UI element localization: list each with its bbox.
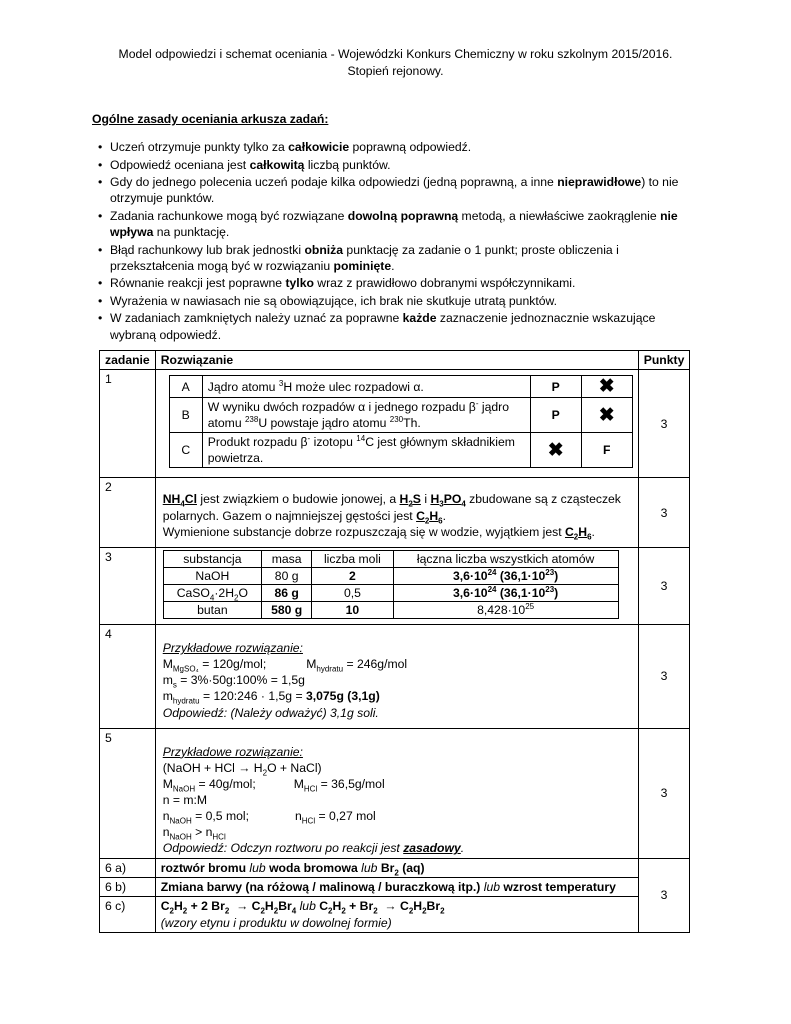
task-1-solution: [155, 370, 638, 478]
moles: $n_{NaOH} = 0,5$ mol; $n_{HCl} = 0,27$ mol: [162, 808, 376, 826]
header-line-1: Model odpowiedzi i schemat oceniania - Wojewódzki Konkurs Chemiczny w roku szkolnym 2015/2016.: [118, 47, 673, 61]
task-number: 6 b): [100, 878, 156, 897]
rule-4: • Zadania rachunkowe mogą być rozwiązane dowolną poprawną metodą, a niewłaściwe zaokrąglenie nie wpływa na punktację.: [98, 208, 698, 240]
task-5-row: [100, 728, 690, 859]
col-substance: substancja: [163, 550, 261, 567]
task-points: 3: [638, 478, 690, 547]
molar-masses: $M_{NaOH} = 40g/mol$; $M_{HCl} = 36,5g/mol$: [162, 776, 385, 794]
task-number: 6 c): [100, 897, 156, 932]
task-5-solution: [155, 728, 638, 859]
task-points: 3: [638, 728, 690, 859]
task-number: 2: [100, 478, 156, 547]
cell: 0,5: [312, 584, 393, 601]
substance-table: [163, 550, 619, 619]
rules-list: [98, 139, 698, 344]
cell: $CaSO_4\cdot 2H_2O$: [163, 584, 261, 601]
answer-table: [99, 350, 690, 933]
cell: NaOH: [163, 567, 261, 584]
task-6b-solution: Zmiana barwy (na różową / malinową / buraczkową itp.) lub wzrost temperatury: [155, 878, 638, 897]
tf-letter: C: [169, 433, 202, 468]
cell: butan: [163, 602, 261, 619]
page-header: [0, 46, 791, 80]
reaction-equation: (NaOH + HCl → $H_2O$ + NaCl): [162, 760, 322, 778]
substance-row-caso4: [163, 584, 618, 601]
tf-statement: Jądro atomu $^3$H może ulec rozpadowi α.: [202, 376, 530, 398]
task-6a-solution: roztwór bromu lub woda bromowa lub $Br_2$ (aq): [155, 859, 638, 878]
tf-statement: Produkt rozpadu β- izotopu $^{14}$C jest głównym składnikiem powietrza.: [202, 433, 530, 468]
task-number: 4: [100, 625, 156, 728]
rule-1: • Uczeń otrzymuje punkty tylko za całkowicie poprawną odpowiedź.: [98, 139, 698, 155]
cell: 10: [312, 602, 393, 619]
rule-3: • Gdy do jednego polecenia uczeń podaje kilka odpowiedzi (jedną poprawną, a inne nieprawidłowe) to nie otrzymuje punktów.: [98, 174, 698, 206]
cross-icon: ✖: [530, 433, 581, 468]
task-2-row: [100, 478, 690, 547]
task-number: 1: [100, 370, 156, 478]
tf-mark-f: F: [581, 433, 632, 468]
molar-masses: $M_{MgSO_4} = 120g/mol$; $M_{hydratu} = 246g/mol$: [162, 657, 408, 674]
task-3-row: [100, 547, 690, 624]
true-false-table: [169, 375, 633, 468]
hydrate-mass: $m_{hydratu}$ = 120:246 · 1,5g = 3,075g (3,1g): [162, 689, 380, 706]
task-4-row: [100, 625, 690, 728]
rule-5: • Błąd rachunkowy lub brak jednostki obniża punktację za zadanie o 1 punkt; proste obliczenia i przekształcenia mogą być w rozwiązaniu pominięte.: [98, 242, 698, 274]
formula: n = m:M: [162, 792, 208, 807]
comparison: $n_{NaOH} > n_{HCl}$: [162, 825, 226, 842]
task-number: 6 a): [100, 859, 156, 878]
cross-icon: ✖: [581, 376, 632, 398]
tf-statement: W wyniku dwóch rozpadów α i jednego rozpadu β- jądro atomu $^{238}$U powstaje jądro atomu $^{230}$Th.: [202, 398, 530, 433]
example-title: Przykładowe rozwiązanie:: [162, 641, 303, 656]
tf-row-a: [169, 376, 632, 398]
col-header-points: Punkty: [638, 351, 690, 370]
note: (wzory etynu i produktu w dowolnej formie): [160, 915, 392, 930]
cross-icon: ✖: [581, 398, 632, 433]
header-line-2: Stopień rejonowy.: [347, 64, 444, 79]
col-header-solution: Rozwiązanie: [155, 351, 638, 370]
tf-letter: B: [169, 398, 202, 433]
table-header-row: [100, 351, 690, 370]
col-moles: liczba moli: [312, 550, 393, 567]
task-1-row: [100, 370, 690, 478]
cell: 80 g: [261, 567, 311, 584]
task-6c-solution: $C_2H_2 + 2$ $Br_2 \to C_2H_2Br_4$ lub $C_2H_2 + Br_2 \to C_2H_2Br_2$ (wzory etynu i produktu w dowolnej formie): [155, 897, 638, 932]
task-points: 3: [638, 859, 690, 932]
example-title: Przykładowe rozwiązanie:: [162, 744, 303, 759]
cell: 86 g: [261, 584, 311, 601]
rule-6: • Równanie reakcji jest poprawne tylko wraz z prawidłowo dobranymi współczynnikami.: [98, 275, 698, 291]
task-6a-row: [100, 859, 690, 878]
task-points: 3: [638, 547, 690, 624]
task-number: 5: [100, 728, 156, 859]
substance-row-naoh: [163, 567, 618, 584]
tf-letter: A: [169, 376, 202, 398]
tf-row-c: [169, 433, 632, 468]
cell: 580 g: [261, 602, 311, 619]
cell: $8,428\cdot 10^{25}$: [393, 602, 618, 619]
col-header-task: zadanie: [100, 351, 156, 370]
answer: Odpowiedź: (Należy odważyć) 3,1g soli.: [162, 705, 379, 720]
substance-row-butan: [163, 602, 618, 619]
cell: 2: [312, 567, 393, 584]
cell: $3,6\cdot 10^{24}$ $(36,1\cdot 10^{23})$: [393, 584, 618, 601]
task-6b-row: [100, 878, 690, 897]
task-4-solution: [155, 625, 638, 728]
col-atoms: łączna liczba wszystkich atomów: [393, 550, 618, 567]
rule-7: • Wyrażenia w nawiasach nie są obowiązujące, ich brak nie skutkuje utratą punktów.: [98, 293, 698, 309]
cell: $3,6\cdot 10^{24}$ $(36,1\cdot 10^{23})$: [393, 567, 618, 584]
substance-header-row: [163, 550, 618, 567]
task-6c-row: [100, 897, 690, 932]
tf-mark-p: P: [530, 376, 581, 398]
salt-mass: $m_s$ = 3%·50g:100% = 1,5g: [162, 673, 305, 690]
tf-mark-p: P: [530, 398, 581, 433]
col-mass: masa: [261, 550, 311, 567]
tf-row-b: [169, 398, 632, 433]
task-points: 3: [638, 625, 690, 728]
answer: Odpowiedź: Odczyn roztworu po reakcji jest zasadowy.: [162, 841, 465, 856]
task-2-solution: $NH_4Cl$ jest związkiem o budowie jonowej, a $H_2S$ i $H_3PO_4$ zbudowane są z cząsteczek polarnych. Gazem o najmniejszej gęstości jest $C_2H_6$. Wymienione substancje dobrze rozpuszczają się w wodzie, wyjątkiem jest $C_2H_6$.: [155, 478, 638, 547]
rule-2: • Odpowiedź oceniana jest całkowitą liczbą punktów.: [98, 157, 698, 173]
task-number: 3: [100, 547, 156, 624]
section-title: Ogólne zasady oceniania arkusza zadań:: [92, 112, 329, 126]
rule-8: • W zadaniach zamkniętych należy uznać za poprawne każde zaznaczenie jednoznacznie wskazujące wybraną odpowiedź.: [98, 310, 698, 342]
task-3-solution: [155, 547, 638, 624]
task-points: 3: [638, 370, 690, 478]
